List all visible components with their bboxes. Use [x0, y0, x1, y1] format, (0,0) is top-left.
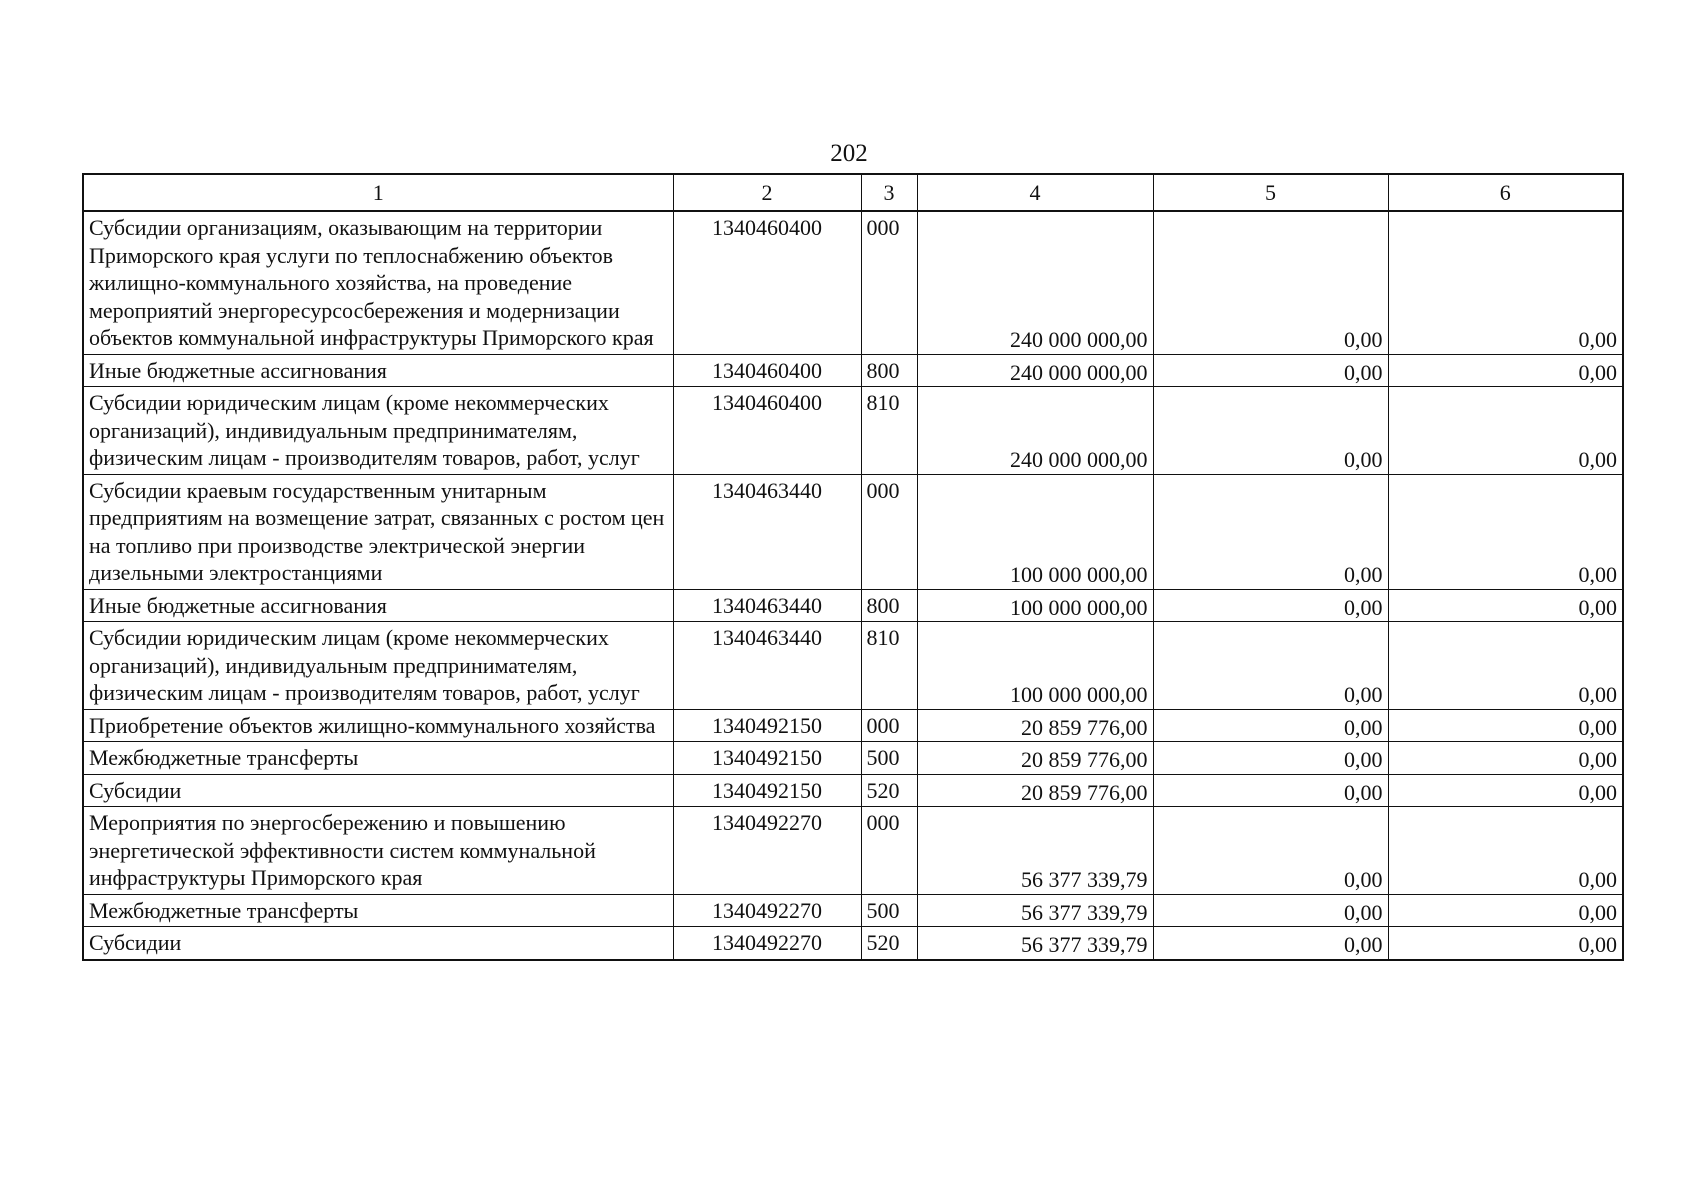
row-code: 1340463440 [673, 474, 861, 589]
row-amount-4: 240 000 000,00 [917, 211, 1153, 354]
row-amount-6: 0,00 [1388, 774, 1623, 807]
row-expense-type: 500 [861, 894, 917, 927]
row-expense-type: 000 [861, 474, 917, 589]
budget-table [82, 173, 1624, 961]
table-row [83, 211, 1623, 354]
column-header-4: 4 [917, 174, 1153, 211]
row-amount-5: 0,00 [1153, 709, 1388, 742]
row-amount-4: 100 000 000,00 [917, 622, 1153, 710]
row-code: 1340492150 [673, 709, 861, 742]
row-name: Иные бюджетные ассигнования [83, 589, 673, 622]
row-name: Субсидии организациям, оказывающим на территории Приморского края услуги по теплоснабжению объектов жилищно-коммунального хозяйства, на проведение мероприятий энергоресурсосбережения и модернизации объектов коммунальной инфраструктуры Приморского края [83, 211, 673, 354]
column-header-1: 1 [83, 174, 673, 211]
table-row [83, 774, 1623, 807]
row-amount-4: 56 377 339,79 [917, 807, 1153, 895]
row-code: 1340460400 [673, 387, 861, 475]
row-expense-type: 810 [861, 387, 917, 475]
row-expense-type: 000 [861, 211, 917, 354]
table-row [83, 387, 1623, 475]
row-amount-6: 0,00 [1388, 709, 1623, 742]
row-amount-6: 0,00 [1388, 387, 1623, 475]
table-row [83, 589, 1623, 622]
row-amount-5: 0,00 [1153, 387, 1388, 475]
row-amount-6: 0,00 [1388, 807, 1623, 895]
row-amount-4: 20 859 776,00 [917, 774, 1153, 807]
row-amount-6: 0,00 [1388, 894, 1623, 927]
table-row [83, 474, 1623, 589]
row-name: Субсидии [83, 927, 673, 960]
row-amount-6: 0,00 [1388, 622, 1623, 710]
row-name: Приобретение объектов жилищно-коммунального хозяйства [83, 709, 673, 742]
row-expense-type: 800 [861, 354, 917, 387]
row-expense-type: 000 [861, 709, 917, 742]
row-code: 1340460400 [673, 354, 861, 387]
column-header-5: 5 [1153, 174, 1388, 211]
row-amount-5: 0,00 [1153, 894, 1388, 927]
row-amount-5: 0,00 [1153, 774, 1388, 807]
row-amount-4: 20 859 776,00 [917, 742, 1153, 775]
row-amount-6: 0,00 [1388, 927, 1623, 960]
column-header-3: 3 [861, 174, 917, 211]
row-expense-type: 520 [861, 774, 917, 807]
row-code: 1340460400 [673, 211, 861, 354]
row-code: 1340492150 [673, 742, 861, 775]
row-expense-type: 520 [861, 927, 917, 960]
row-name: Иные бюджетные ассигнования [83, 354, 673, 387]
column-header-2: 2 [673, 174, 861, 211]
page-number: 202 [830, 140, 868, 167]
row-amount-5: 0,00 [1153, 354, 1388, 387]
row-code: 1340492270 [673, 807, 861, 895]
row-amount-5: 0,00 [1153, 742, 1388, 775]
row-name: Субсидии юридическим лицам (кроме некоммерческих организаций), индивидуальным предпринимателям, физическим лицам - производителям товаров, работ, услуг [83, 622, 673, 710]
column-header-6: 6 [1388, 174, 1623, 211]
row-amount-4: 100 000 000,00 [917, 474, 1153, 589]
row-amount-6: 0,00 [1388, 742, 1623, 775]
row-amount-4: 240 000 000,00 [917, 354, 1153, 387]
row-expense-type: 810 [861, 622, 917, 710]
row-expense-type: 800 [861, 589, 917, 622]
row-amount-6: 0,00 [1388, 589, 1623, 622]
row-amount-6: 0,00 [1388, 354, 1623, 387]
table-row [83, 742, 1623, 775]
row-amount-5: 0,00 [1153, 622, 1388, 710]
table-row [83, 807, 1623, 895]
table-row [83, 622, 1623, 710]
row-expense-type: 000 [861, 807, 917, 895]
row-name: Мероприятия по энергосбережению и повышению энергетической эффективности систем коммунальной инфраструктуры Приморского края [83, 807, 673, 895]
row-name: Субсидии краевым государственным унитарным предприятиям на возмещение затрат, связанных с ростом цен на топливо при производстве электрической энергии дизельными электростанциями [83, 474, 673, 589]
table-row [83, 894, 1623, 927]
row-amount-5: 0,00 [1153, 211, 1388, 354]
row-amount-6: 0,00 [1388, 474, 1623, 589]
row-amount-4: 100 000 000,00 [917, 589, 1153, 622]
row-amount-5: 0,00 [1153, 589, 1388, 622]
row-amount-5: 0,00 [1153, 927, 1388, 960]
row-code: 1340463440 [673, 589, 861, 622]
row-name: Субсидии [83, 774, 673, 807]
table-row [83, 709, 1623, 742]
row-code: 1340463440 [673, 622, 861, 710]
row-name: Межбюджетные трансферты [83, 742, 673, 775]
row-amount-4: 240 000 000,00 [917, 387, 1153, 475]
row-code: 1340492270 [673, 894, 861, 927]
row-code: 1340492150 [673, 774, 861, 807]
row-expense-type: 500 [861, 742, 917, 775]
row-name: Межбюджетные трансферты [83, 894, 673, 927]
row-name: Субсидии юридическим лицам (кроме некоммерческих организаций), индивидуальным предпринимателям, физическим лицам - производителям товаров, работ, услуг [83, 387, 673, 475]
header-row [83, 174, 1623, 211]
row-amount-4: 20 859 776,00 [917, 709, 1153, 742]
row-amount-6: 0,00 [1388, 211, 1623, 354]
table-row [83, 927, 1623, 960]
row-code: 1340492270 [673, 927, 861, 960]
row-amount-5: 0,00 [1153, 807, 1388, 895]
row-amount-4: 56 377 339,79 [917, 894, 1153, 927]
table-row [83, 354, 1623, 387]
row-amount-5: 0,00 [1153, 474, 1388, 589]
row-amount-4: 56 377 339,79 [917, 927, 1153, 960]
